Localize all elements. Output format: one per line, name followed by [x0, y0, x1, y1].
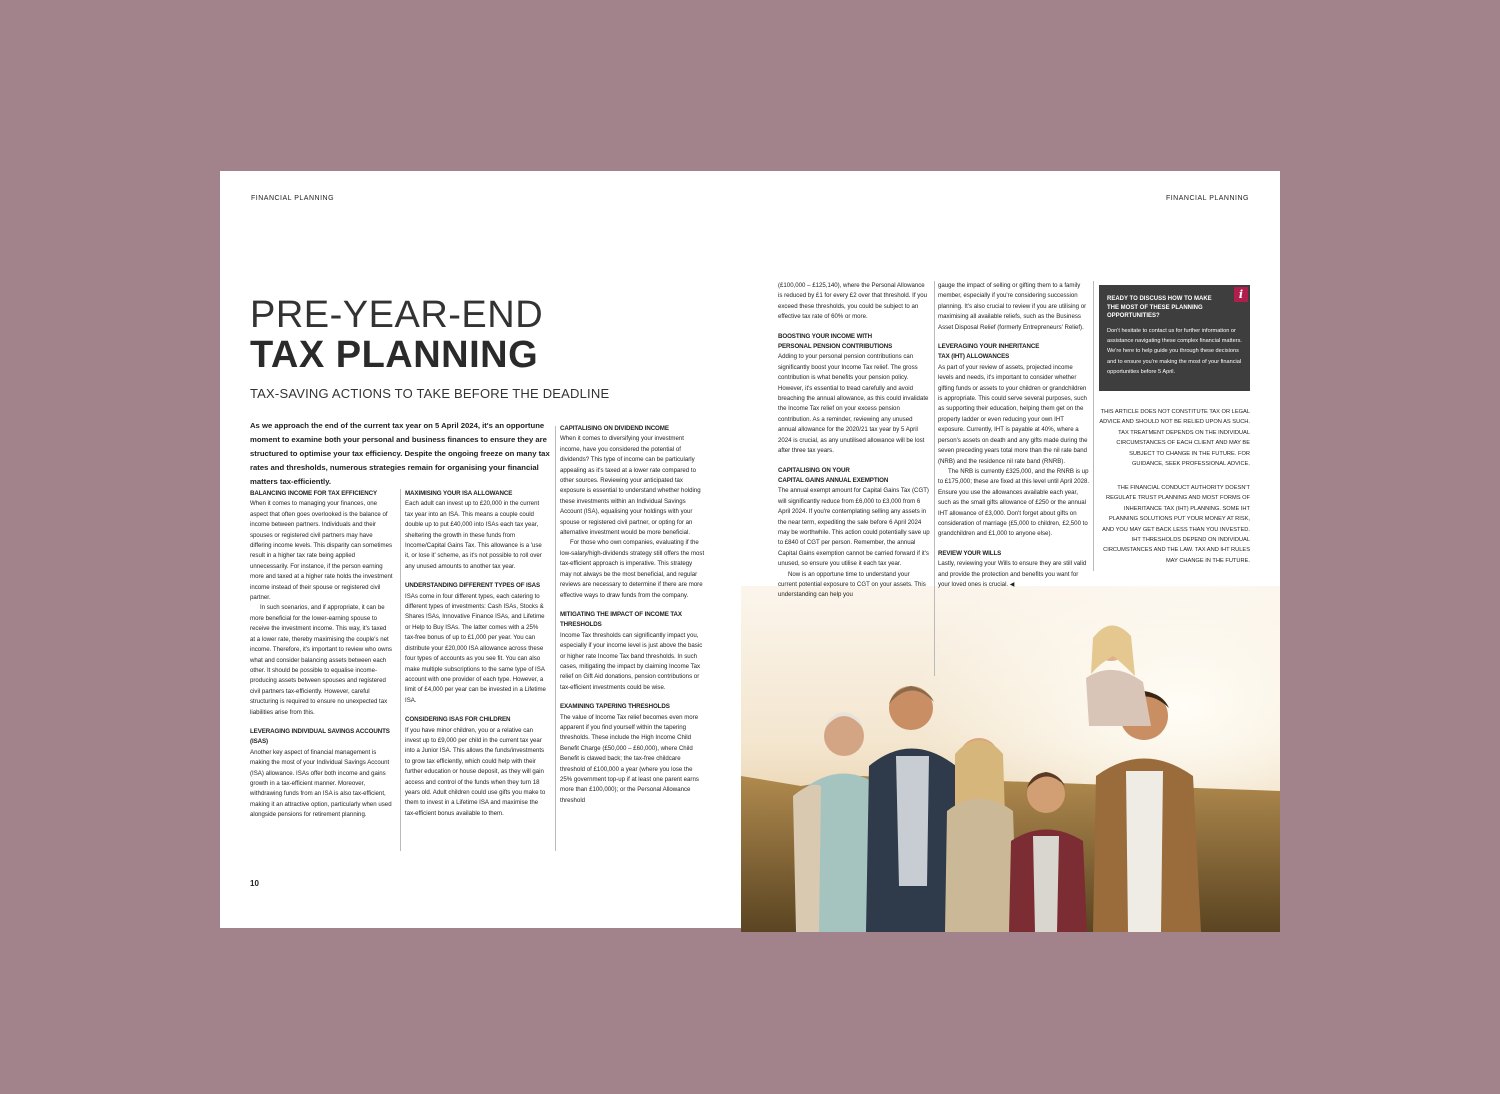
disclaimer-tax-advice: THIS ARTICLE DOES NOT CONSTITUTE TAX OR LEGAL ADVICE AND SHOULD NOT BE RELIED UPON AS SUCH. TAX TREATMENT DEPENDS ON THE INDIVIDUAL CIRCUMSTANCES OF EACH CLIENT AND MAY BE SUBJECT TO CHANGE IN THE FUTURE. FOR GUIDANCE, SEEK PROFESSIONAL ADVICE.	[1099, 409, 1250, 468]
left-page	[220, 171, 741, 928]
section-heading: MITIGATING THE IMPACT OF INCOME TAX THRESHOLDS	[560, 610, 682, 629]
section-heading: MAXIMISING YOUR ISA ALLOWANCE	[405, 490, 513, 497]
section-header: FINANCIAL PLANNING	[1165, 195, 1249, 202]
right-column-1	[778, 281, 930, 601]
section-heading: CAPITALISING ON DIVIDEND INCOME	[560, 425, 669, 432]
left-column-2	[405, 489, 548, 819]
right-column-2	[938, 281, 1090, 590]
paragraph: The NRB is currently £325,000, and the RNRB is up to £175,000; these are fixed at this level until April 2028. Ensure you use the allowances available each year, such as the small gifts allowance of £250 or the annual IHT allowance of £3,000. Don't forget about gifts on consideration of marriage (£5,000 to children, £2,500 to grandchildren and £1,000 to anyone else).	[938, 467, 1090, 538]
info-icon: i	[1234, 287, 1248, 302]
column-divider	[934, 281, 935, 676]
family-photo-illustration	[741, 586, 1280, 932]
section-heading: CONSIDERING ISAS FOR CHILDREN	[405, 716, 511, 724]
cta-body: Don't hesitate to contact us for further information or assistance navigating these complex financial matters. We're here to help guide you through these decisions and to ensure you're making the most of your financial opportunities before 5 April.	[1107, 328, 1242, 375]
title-line-1: PRE-YEAR-END	[250, 294, 544, 336]
column-divider	[555, 426, 556, 851]
section-heading: EXAMINING TAPERING THRESHOLDS	[560, 703, 670, 711]
family-photo	[741, 586, 1280, 932]
section-header: FINANCIAL PLANNING	[251, 195, 335, 202]
section-heading: REVIEW YOUR WILLS	[938, 549, 1002, 557]
paragraph: Lastly, reviewing your Wills to ensure they are still valid and provide the protection and benefits you want for your loved ones is crucial. ◀	[938, 560, 1087, 588]
intro-paragraph: As we approach the end of the current tax year on 5 April 2024, it's an opportune moment to examine both your personal and business finances to ensure they are structured to optimise your tax efficiency. Despite the ongoing freeze on many tax rates and thresholds, numerous strategies remain for organising your financial matters tax-efficiently.	[250, 421, 550, 486]
paragraph: Another key aspect of financial management is making the most of your Individual Savings Account (ISA) allowance. ISAs offer both income and gains growth in a tax-efficient manner. Moreover, withdrawing funds from an ISA is also tax-efficient, making it an attractive option, particularly when used alongside pensions for retirement planning.	[250, 748, 392, 819]
section-heading: UNDERSTANDING DIFFERENT TYPES OF ISAS	[405, 582, 541, 590]
paragraph: As part of your review of assets, projected income levels and needs, it's important to consider whether gifting funds or assets to your children or grandchildren is appropriate. This could serve several purposes, such as supporting their education, helping them get on the property ladder or even reducing your own IHT exposure. Currently, IHT is payable at 40%, where a person's assets on death and any gifts made during the seven preceding years total more than the nil rate band (NRB) and the residence nil rate band (RNRB).	[938, 363, 1088, 465]
paragraph: ISAs come in four different types, each catering to different types of investments: Cash ISAs, Stocks & Shares ISAs, Innovative Finance ISAs, and Lifetime or Help to Buy ISAs. The latter comes with a 25% tax-free bonus of up to £1,000 per year. You can distribute your £20,000 ISA allowance across these four types of accounts as you see fit. You can also make multiple subscriptions to the same type of ISA account with one provider of each type. However, a limit of £4,000 per year can be invested in a Lifetime ISA.	[405, 592, 546, 704]
paragraph: For those who own companies, evaluating if the low-salary/high-dividends strategy still offers the most tax-efficient approach is imperative. This strategy may not always be the most beneficial, and regular reviews are necessary to determine if there are more effective ways to draw funds from the company.	[560, 539, 705, 599]
paragraph: Now is an opportune time to understand your current potential exposure to CGT on your assets. This understanding can help you	[778, 570, 926, 599]
disclaimer-fca: THE FINANCIAL CONDUCT AUTHORITY DOESN'T REGULATE TRUST PLANNING AND MOST FORMS OF INHERITANCE TAX (IHT) PLANNING. SOME IHT PLANNING SOLUTIONS PUT YOUR MONEY AT RISK, AND YOU MAY GET BACK LESS THAN YOU INVESTED. IHT THRESHOLDS DEPEND ON INDIVIDUAL CIRCUMSTANCES AND THE LAW. TAX AND IHT RULES MAY CHANGE IN THE FUTURE.	[1102, 485, 1250, 564]
column-divider	[400, 489, 401, 851]
paragraph: Each adult can invest up to £20,000 in the current tax year into an ISA. This means a couple could double up to put £40,000 into ISAs each tax year, sheltering the growth in these funds from Income/Capital Gains Tax. This allowance is a 'use it, or lose it' scheme, as it's not possible to roll over any unused amounts to another tax year.	[405, 500, 542, 570]
paragraph: Income Tax thresholds can significantly impact you, especially if your income level is just above the basic or higher rate Income Tax band thresholds. In such cases, mitigating the impact by claiming Income Tax relief on Gift Aid donations, pension contributions or tax-efficient investments could be wise.	[560, 631, 703, 691]
section-heading: PERSONAL PENSION CONTRIBUTIONS	[778, 343, 893, 351]
section-heading: CAPITAL GAINS ANNUAL EXEMPTION	[778, 476, 889, 484]
section-heading: LEVERAGING YOUR INHERITANCE	[938, 343, 1040, 351]
paragraph: When it comes to managing your finances, one aspect that often goes overlooked is the balance of income between partners. Individuals and their spouses or registered civil partners may have differing income levels. This disparity can sometimes result in a higher tax rate being applied unnecessarily. For instance, if the person earning more and taxed at a higher rate holds the investment income instead of their spouse or registered civil partner.	[250, 500, 393, 602]
paragraph: When it comes to diversifying your investment income, have you considered the potential of dividends? This type of income can be particularly appealing as it's taxed at a lower rate compared to other sources. Reviewing your anticipated tax exposure is essential to understand whether holding these investments within an Individual Savings Account (ISA), equalising your holdings with your spouse or registered civil partner, or opting for an alternative investment would be more beneficial.	[560, 435, 701, 537]
section-heading: LEVERAGING INDIVIDUAL SAVINGS ACCOUNTS (ISAS)	[250, 727, 390, 746]
paragraph: (£100,000 – £125,140), where the Personal Allowance is reduced by £1 for every £2 over that threshold. If you exceed these thresholds, you could be subject to an effective tax rate of 60% or more.	[778, 282, 928, 321]
paragraph: Adding to your personal pension contributions can significantly boost your Income Tax relief. The gross contribution is what benefits your pension policy. However, it's essential to tread carefully and avoid breaching the annual allowance, as this could invalidate the Income Tax relief on your excess pension contribution. As a reminder, reviewing any unused annual allowance for the 2020/21 tax year by 5 April 2024 is crucial, as any unutilised allowance will be lost after three tax years.	[778, 353, 929, 455]
paragraph: The value of Income Tax relief becomes even more apparent if you find yourself within the tapering thresholds. These include the High Income Child Benefit Charge (£50,000 – £60,000), where Child Benefit is clawed back; the tax-free childcare threshold of £100,000 a year (where you lose the 25% government top-up if at least one parent earns more than £100,000); or the Personal Allowance threshold	[560, 713, 699, 804]
paragraph: In such scenarios, and if appropriate, it can be more beneficial for the lower-earning spouse to receive the investment income. This way, it's taxed at a lower rate, thereby maximising the couple's net income. Therefore, it's important to review who owns what and consider balancing assets between each other. It should be possible to equalise income-producing assets between spouses and registered civil partners tax-efficiently. However, careful structuring is required to ensure no unexpected tax liabilities arise from this.	[250, 604, 392, 716]
section-heading: CAPITALISING ON YOUR	[778, 466, 850, 474]
left-column-1	[250, 489, 393, 821]
section-heading: BOOSTING YOUR INCOME WITH	[778, 332, 872, 340]
paragraph: The annual exempt amount for Capital Gains Tax (CGT) will significantly reduce from £6,000 to £3,000 from 6 April 2024. If you're contemplating selling any assets in the near term, expediting the sale before 6 April 2024 may be worthwhile. This action could potentially save up to £840 of CGT per person. Remember, the annual Capital Gains exemption cannot be carried forward if it's unused, so ensure you utilise it each tax year.	[778, 487, 930, 568]
cta-title: READY TO DISCUSS HOW TO MAKE THE MOST OF THESE PLANNING OPPORTUNITIES?	[1107, 296, 1212, 319]
section-heading: TAX (IHT) ALLOWANCES	[938, 353, 1010, 361]
subtitle: TAX-SAVING ACTIONS TO TAKE BEFORE THE DEADLINE	[250, 386, 610, 401]
right-page	[741, 171, 1280, 932]
paragraph: If you have minor children, you or a relative can invest up to £9,000 per child in the current tax year into a Junior ISA. This allows the funds/investments to grow tax efficiently, which could help with their further education or house deposit, as they will gain access and control of the funds when they turn 18 years old. Adult children could use gifts you make to them to invest in a Lifetime ISA and maximise the tax-efficient bonus available to them.	[405, 726, 546, 817]
page-number: 10	[250, 879, 259, 888]
paragraph: gauge the impact of selling or gifting them to a family member, especially if you're considering succession planning. It's also crucial to review if you are utilising or maximising all available reliefs, such as the Business Asset Disposal Relief (formerly Entrepreneurs' Relief).	[938, 282, 1087, 331]
cta-box	[1099, 285, 1250, 391]
column-divider	[1093, 281, 1094, 571]
section-heading: BALANCING INCOME FOR TAX EFFICIENCY	[250, 490, 378, 497]
title-line-2: TAX PLANNING	[250, 334, 539, 376]
left-column-3	[560, 424, 705, 806]
